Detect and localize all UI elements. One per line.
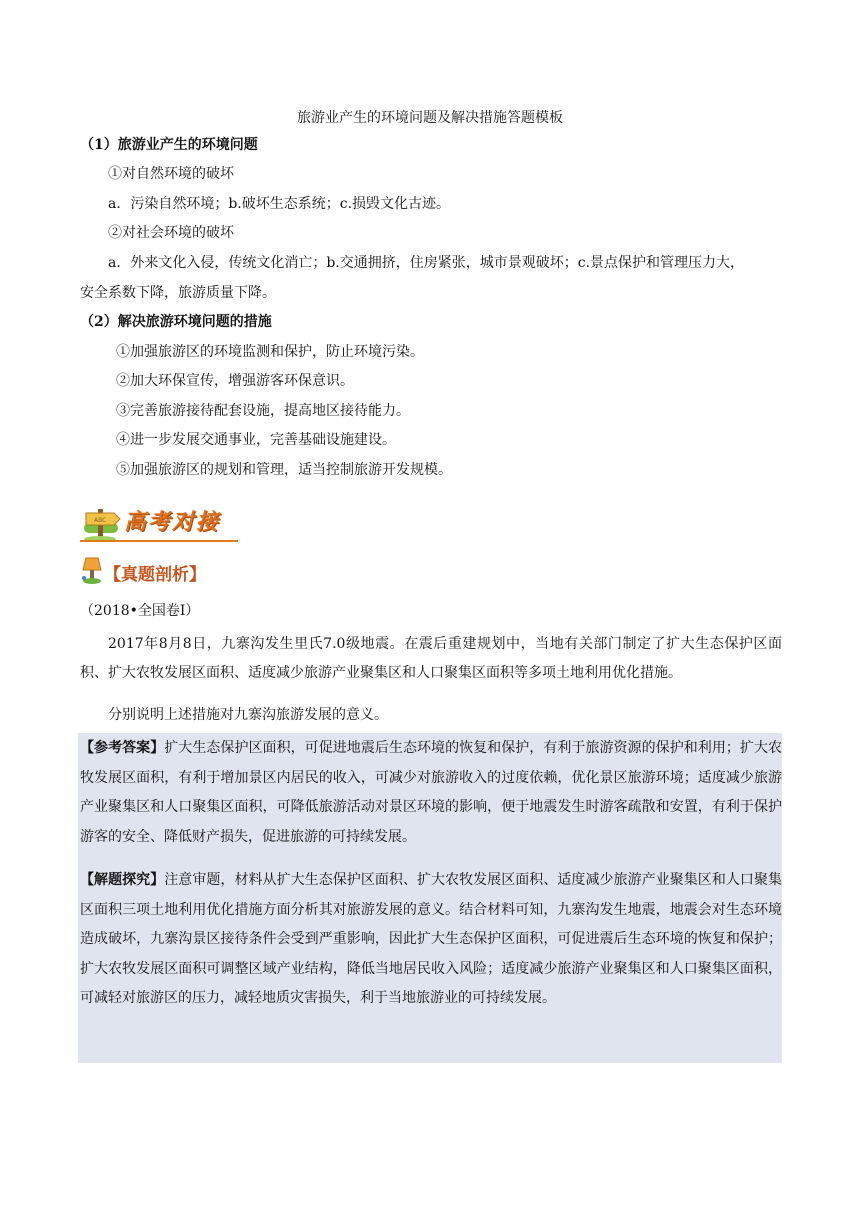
measure-item: ⑤加强旅游区的规划和管理，适当控制旅游开发规模。 — [116, 462, 452, 478]
measure-item: ④进一步发展交通事业，完善基础设施建设。 — [116, 432, 396, 448]
banner-underline — [80, 540, 238, 542]
analysis-block — [80, 866, 782, 1014]
section1-item2-body-line1: a．外来文化入侵，传统文化消亡；b.交通拥挤，住房紧张，城市景观破坏；c.景点保护和管理压力大， — [108, 255, 745, 271]
answer-text: 扩大生态保护区面积，可促进地震后生态环境的恢复和保护，有利于旅游资源的保护和利用；扩大农牧发展区面积，有利于增加景区内居民的收入，可减少对旅游收入的过度依赖，优化景区旅游环境；适度减少旅游产业聚集区和人口聚集区面积，可降低旅游活动对景区环境的影响，便于地震发生时游客疏散和安置，有利于保护游客的安全、降低财产损失，促进旅游的可持续发展。 — [80, 740, 783, 845]
question-ask: 分别说明上述措施对九寨沟旅游发展的意义。 — [108, 707, 388, 723]
analysis-text: 注意审题，材料从扩大生态保护区面积、扩大农牧发展区面积、适度减少旅游产业聚集区和人口聚集区面积三项土地利用优化措施方面分析其对旅游发展的意义。结合材料可知，九寨沟发生地震，地震会对生态环境造成破坏，九寨沟景区接待条件会受到严重影响，因此扩大生态保护区面积，可促进震后生态环境的恢复和保护；扩大农牧发展区面积可调整区域产业结构，降低当地居民收入风险；适度减少旅游产业聚集区和人口聚集区面积，可减轻对旅游区的压力，减轻地质灾害损失，利于当地旅游业的可持续发展。 — [80, 872, 783, 1006]
section1-item2-head: ②对社会环境的破坏 — [108, 225, 234, 241]
section1-item1-head: ①对自然环境的破坏 — [108, 166, 234, 182]
section1-heading: （1）旅游业产生的环境问题 — [80, 137, 258, 153]
question-material: 2017年8月8日，九寨沟发生里氏7.0级地震。在震后重建规划中，当地有关部门制定了扩大生态保护区面积、扩大农牧发展区面积、适度减少旅游产业聚集区和人口聚集区面积等多项土地利用优化措施。 — [80, 636, 782, 681]
section2-heading: （2）解决旅游环境问题的措施 — [80, 314, 272, 330]
document-title: 旅游业产生的环境问题及解决措施答题模板 — [297, 110, 563, 126]
answer-label: 【参考答案】 — [80, 740, 165, 756]
section1-item1-body: a．污染自然环境；b.破坏生态系统；c.损毁文化古迹。 — [108, 196, 451, 212]
measure-item: ①加强旅游区的环境监测和保护，防止环境污染。 — [116, 344, 424, 360]
section1-item2-body-line2: 安全系数下降，旅游质量下降。 — [80, 285, 276, 301]
banner-title: 高考对接 — [124, 510, 221, 535]
measure-item: ③完善旅游接待配套设施，提高地区接待能力。 — [116, 403, 410, 419]
lamp-icon — [80, 556, 104, 586]
reference-answer — [80, 734, 782, 852]
measure-item: ②加大环保宣传，增强游客环保意识。 — [116, 373, 354, 389]
subheading-title: 【真题剖析】 — [104, 565, 206, 585]
question-source: （2018•全国卷Ⅰ） — [80, 603, 200, 619]
analysis-label: 【解题探究】 — [80, 872, 165, 888]
sign-text: ABC — [94, 517, 107, 524]
